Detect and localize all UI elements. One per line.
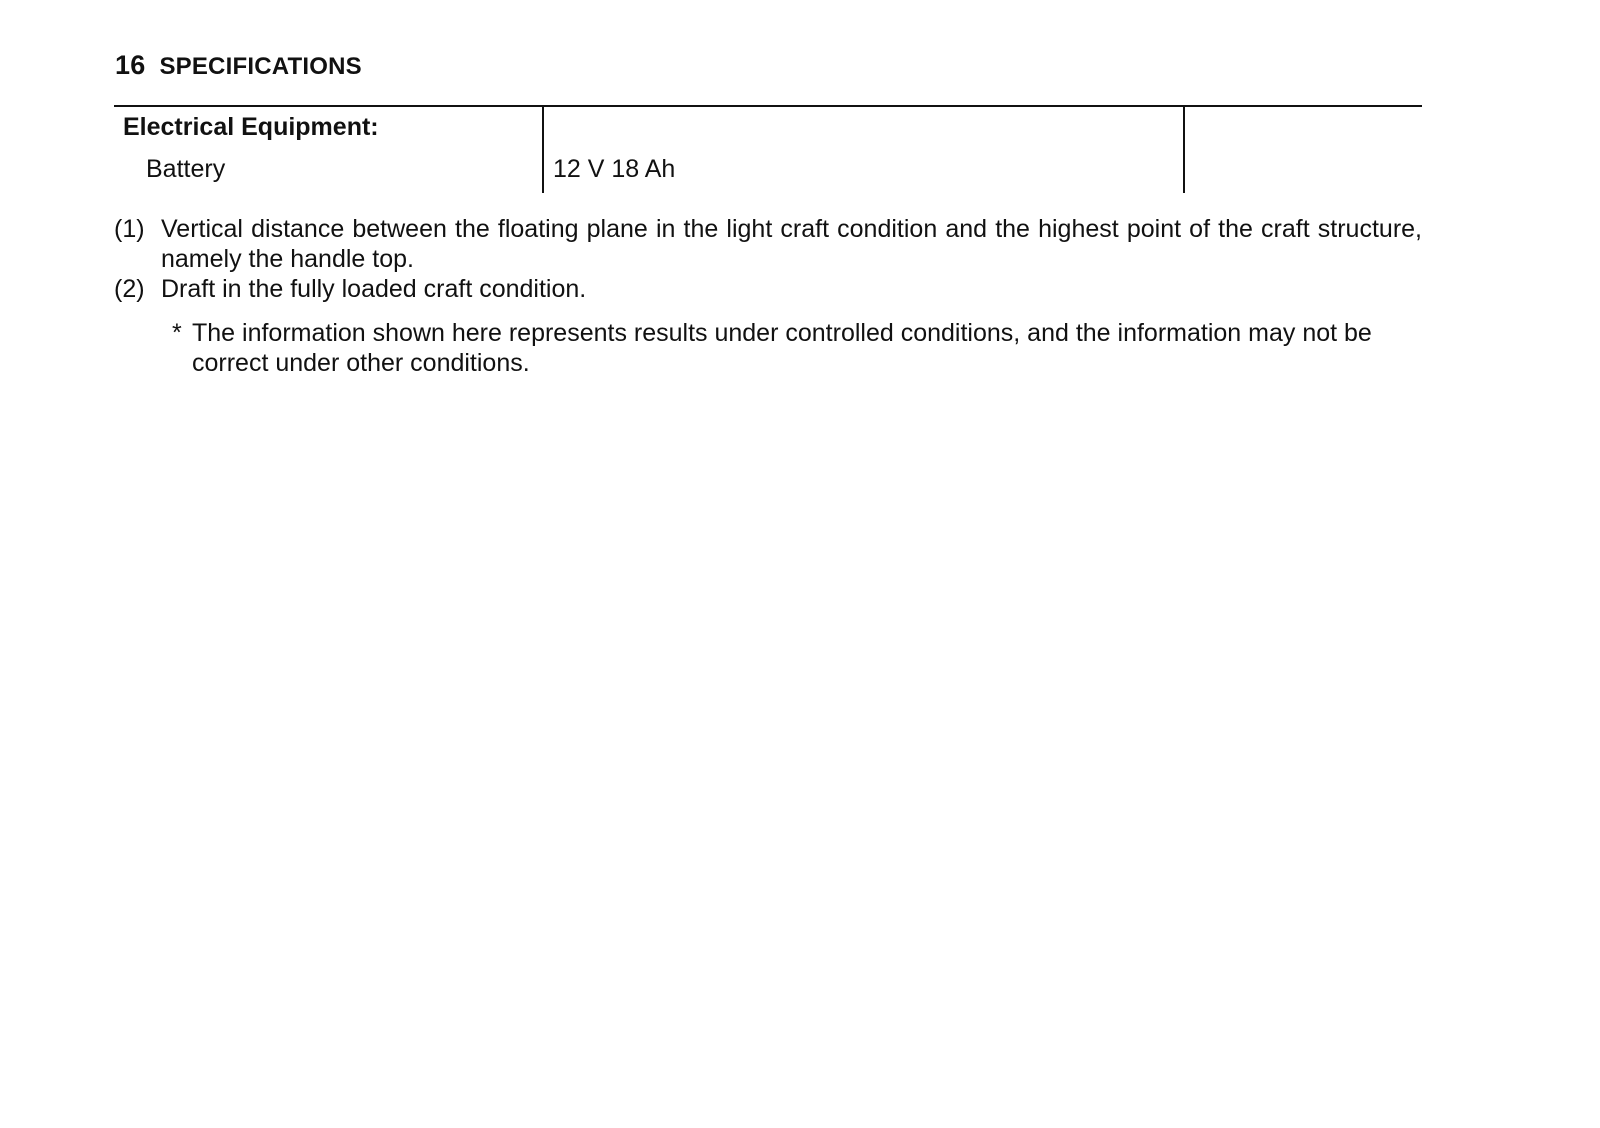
spec-label-battery: Battery bbox=[146, 155, 226, 183]
spec-table bbox=[114, 105, 1422, 193]
page-section-title: SPECIFICATIONS bbox=[159, 53, 362, 80]
footnotes bbox=[114, 214, 1422, 304]
footnote-item bbox=[114, 274, 1422, 304]
page-number: 16 bbox=[115, 50, 146, 80]
column-divider bbox=[542, 107, 544, 193]
footnote-item bbox=[114, 214, 1422, 274]
page-header bbox=[115, 50, 362, 81]
footnote-marker: (2) bbox=[114, 275, 145, 303]
disclaimer-text: The information shown here represents results under controlled conditions, and the information may not be correct under other conditions. bbox=[192, 319, 1372, 377]
table-section-title: Electrical Equipment: bbox=[123, 113, 379, 141]
footnote-text: Draft in the fully loaded craft condition. bbox=[161, 275, 587, 303]
spec-value-battery: 12 V 18 Ah bbox=[553, 155, 676, 183]
footnote-text: Vertical distance between the floating plane in the light craft condition and the highest point of the craft structure, namely the handle top. bbox=[161, 215, 1422, 273]
footnote-marker: (1) bbox=[114, 215, 145, 243]
disclaimer-marker: * bbox=[172, 319, 182, 347]
disclaimer bbox=[172, 318, 1412, 378]
column-divider bbox=[1183, 107, 1185, 193]
